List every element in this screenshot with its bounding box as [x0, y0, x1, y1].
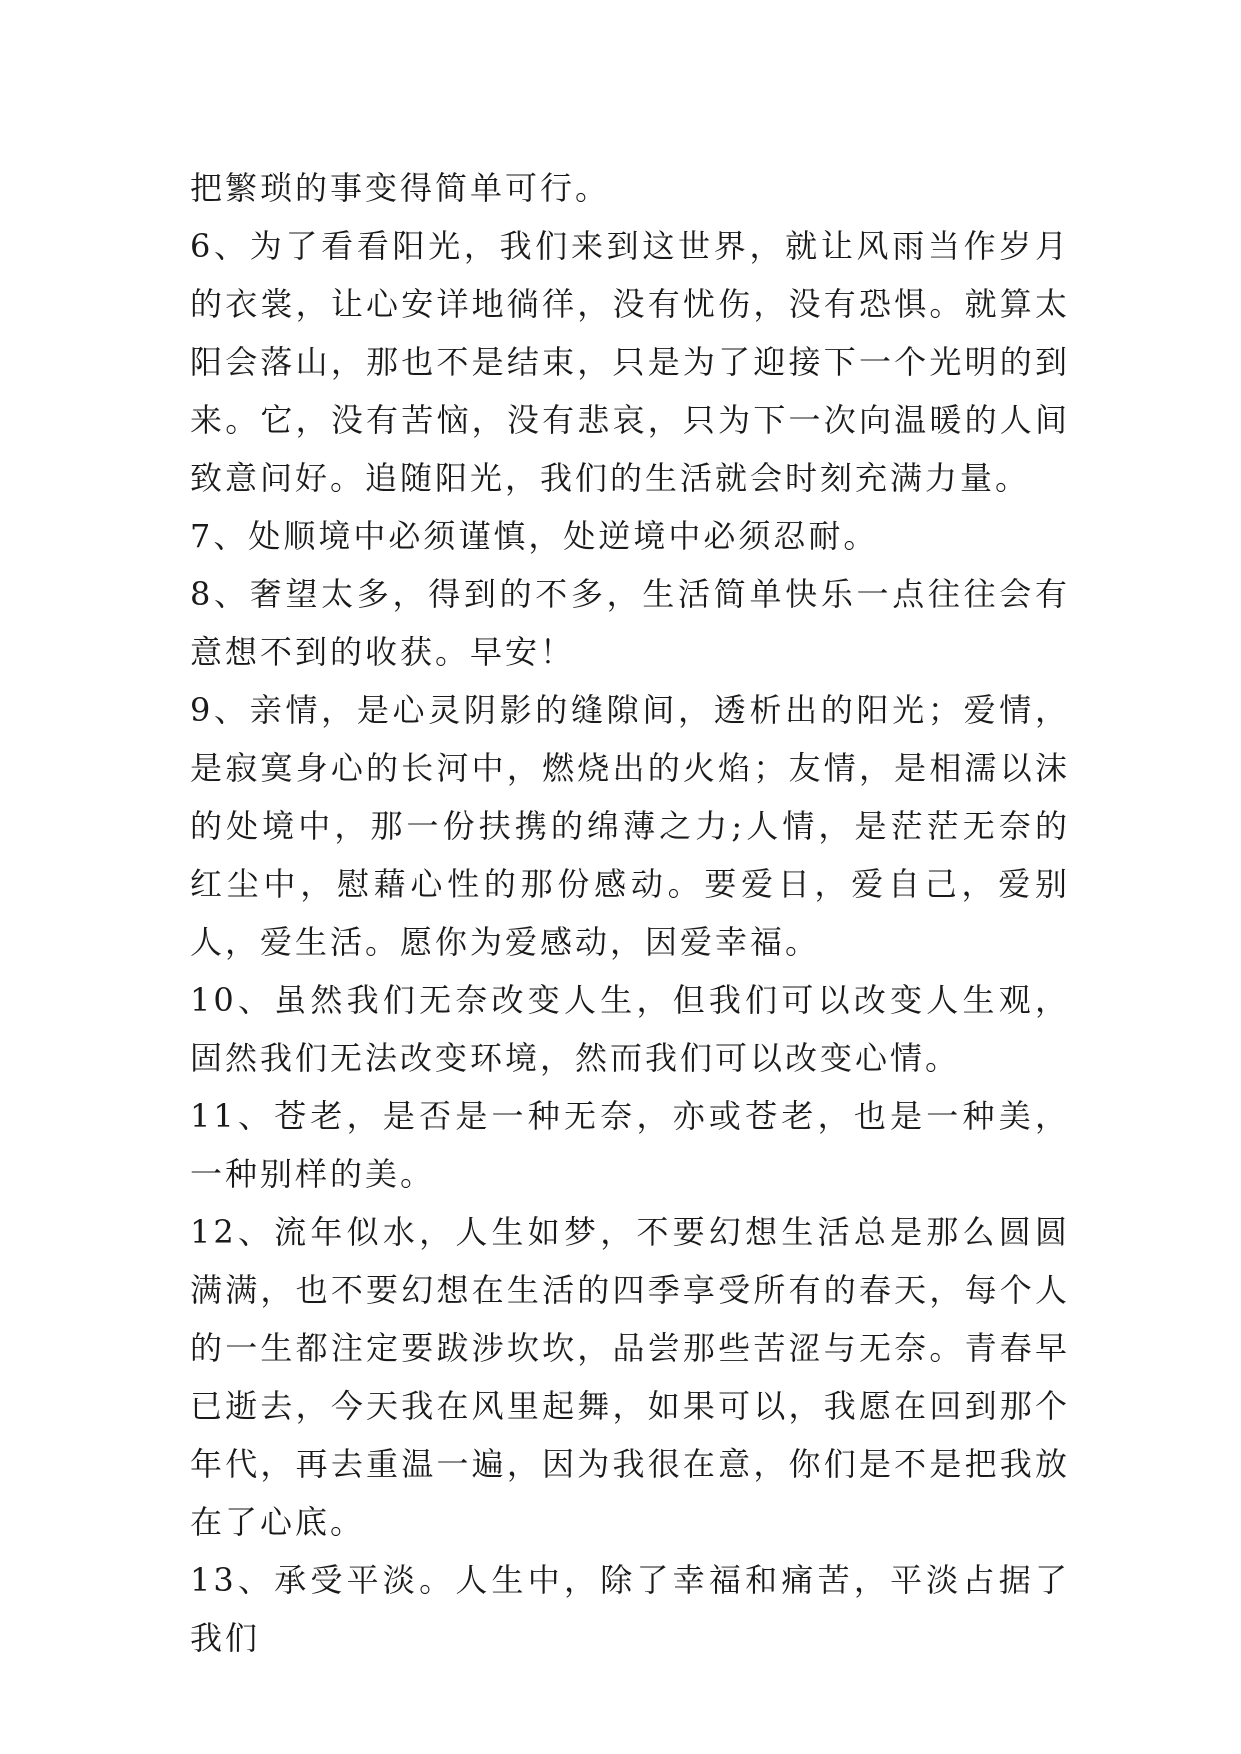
paragraph-item-13: 13、承受平淡。人生中，除了幸福和痛苦，平淡占据了我们 — [190, 1561, 1070, 1657]
paragraph-item-6: 6、为了看看阳光，我们来到这世界，就让风雨当作岁月的衣裳，让心安详地徜徉，没有忧伤，没有恐惧。就算太阳会落山，那也不是结束，只是为了迎接下一个光明的到来。它，没有苦恼，没有悲哀，只为下一次向温暖的人间致意问好。追随阳光，我们的生活就会时刻充满力量。 — [190, 227, 1070, 497]
paragraph-item-9: 9、亲情，是心灵阴影的缝隙间，透析出的阳光；爱情，是寂寞身心的长河中，燃烧出的火焰；友情，是相濡以沫的处境中，那一份扶携的绵薄之力;人情，是茫茫无奈的红尘中，慰藉心性的那份感动。要爱日，爱自己，爱别人，爱生活。愿你为爱感动，因爱幸福。 — [190, 691, 1070, 961]
paragraph-continuation: 把繁琐的事变得简单可行。 — [190, 169, 611, 207]
paragraph-item-7: 7、处顺境中必须谨慎，处逆境中必须忍耐。 — [190, 517, 879, 555]
body-text — [190, 159, 1070, 1667]
paragraph-item-11: 11、苍老，是否是一种无奈，亦或苍老，也是一种美，一种别样的美。 — [190, 1097, 1070, 1193]
paragraph-item-8: 8、奢望太多，得到的不多，生活简单快乐一点往往会有意想不到的收获。早安！ — [190, 575, 1070, 671]
paragraph-item-12: 12、流年似水，人生如梦，不要幻想生活总是那么圆圆满满，也不要幻想在生活的四季享受所有的春天，每个人的一生都注定要跋涉坎坎，品尝那些苦涩与无奈。青春早已逝去，今天我在风里起舞，如果可以，我愿在回到那个年代，再去重温一遍，因为我很在意，你们是不是把我放在了心底。 — [190, 1213, 1070, 1541]
paragraph-item-10: 10、虽然我们无奈改变人生，但我们可以改变人生观，固然我们无法改变环境，然而我们可以改变心情。 — [190, 981, 1070, 1077]
